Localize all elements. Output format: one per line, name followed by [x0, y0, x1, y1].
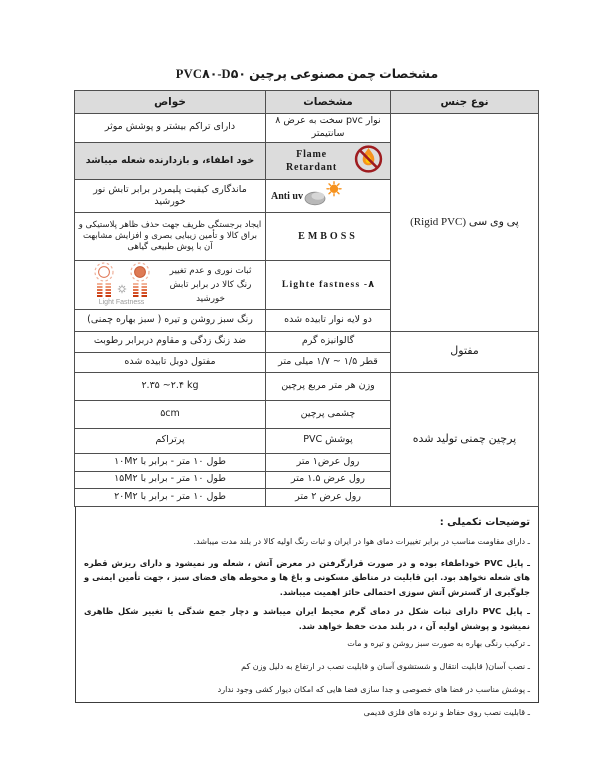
- table-row: [75, 114, 539, 143]
- notes-heading: توضیحات تکمیلی :: [439, 516, 530, 528]
- table-row: [75, 372, 539, 400]
- material-cell-pvc: پی وی سی (Rigid PVC): [391, 114, 539, 332]
- note-item: ـ پایل PVC دارای ثبات شکل در دمای گرم محیط ایران میباشد و دچار جمع شدگی یا تغییر شکل ظاهری نمیشود و پوشش اولیه آن ، در بلند مدت حفظ خواهد شد.: [84, 606, 530, 631]
- prop-cell: ماندگاری کیفیت پلیمردر برابر تابش نور خورشید: [75, 180, 266, 213]
- spec-document: [75, 66, 539, 718]
- spec-cell: چشمی پرچین: [266, 400, 391, 428]
- emboss-label: EMBOSS: [298, 230, 358, 242]
- note-item: ـ قابلیت نصب روی حفاظ و نرده های فلزی قدیمی: [363, 708, 530, 718]
- table-row: [75, 331, 539, 352]
- spec-table: [74, 90, 539, 507]
- prop-cell: مفتول دوبل تابیده شده: [75, 352, 266, 372]
- spec-cell: وزن هر متر مربع پرچین: [266, 372, 391, 400]
- spec-cell: دو لایه نوار تابیده شده: [266, 309, 391, 331]
- spec-cell: [266, 180, 391, 213]
- spec-cell: رول عرض۱ متر: [266, 453, 391, 471]
- spec-cell: نوار pvc سخت به عرض ۸ سانتیمتر: [266, 114, 391, 143]
- spec-cell: [266, 261, 391, 309]
- sun-uv-icon: [303, 181, 345, 211]
- document-title: [75, 66, 539, 82]
- prop-text: ثبات نوری و عدم تغییر رنگ کالا در برابر تابش خورشید: [169, 265, 252, 304]
- prop-cell: دارای تراکم بیشتر و پوشش موثر: [75, 114, 266, 143]
- sun-icon: [117, 285, 125, 293]
- spec-cell: [266, 213, 391, 261]
- document-title-text: مشخصات چمن مصنوعی پرچین: [249, 67, 439, 81]
- light-fastness-icon: [84, 262, 160, 307]
- table-header-row: [75, 91, 539, 114]
- prop-cell: ضد زنگ زدگی و مقاوم دربرابر رطوبت: [75, 331, 266, 352]
- prop-cell: پرتراکم: [75, 428, 266, 453]
- flame-retardant-label: Flame Retardant: [285, 148, 338, 174]
- note-item: ـ دارای مقاومت مناسب در برابر تغییرات دمای هوا در ایران و ثبات رنگ اولیه کالا در بلند مدت میباشد.: [193, 536, 530, 546]
- note-item: ـ پایل PVC خوداطفاء بوده و در صورت قرارگرفتن در معرض آتش ، شعله ور نمیشود و دارای ریزش قطره های شعله نخواهد بود. این قابلیت در مناطق مسکونی و باغ ها و محوطه های فضای سبز ، جهت تأمین ایمنی و جلوگیری از گسترش آتش سوزی احتمالی حائز اهمیت میباشد.: [84, 557, 530, 597]
- spec-cell: گالوانیزه گرم: [266, 331, 391, 352]
- material-cell-fence: پرچین چمنی تولید شده: [391, 372, 539, 506]
- prop-cell: رنگ سبز روشن و تیره ( سبز بهاره چمنی): [75, 309, 266, 331]
- prop-cell: طول ۱۰ متر - برابر با ۱۵M۲: [75, 471, 266, 488]
- notes-section: [75, 507, 539, 718]
- header-material: نوع جنس: [391, 91, 539, 114]
- prop-cell: طول ۱۰ متر - برابر با ۱۰M۲: [75, 453, 266, 471]
- product-code: PVC۸۰-D۵۰: [175, 67, 246, 81]
- prop-cell: ایجاد برجستگی ظریف جهت حذف ظاهر پلاستیکی و براق کالا و تأمین زیبایی بصری و افزایش مشابهت آن با پوش طبیعی گیاهی: [75, 213, 266, 261]
- anti-uv-label: Anti uv: [271, 190, 303, 202]
- light-fastness-label: Lighte fastness -۸: [281, 279, 375, 290]
- prop-cell: طول ۱۰ متر - برابر با ۲۰M۲: [75, 488, 266, 506]
- spec-cell: [266, 142, 391, 180]
- note-item: ـ نصب آسان( قابلیت انتقال و شستشوی آسان و قابلیت نصب در ارتفاع به دلیل وزن کم: [241, 662, 530, 672]
- prop-cell: [75, 261, 266, 309]
- prop-cell: ۲.۳۵ ~۲.۴ kg: [75, 372, 266, 400]
- header-props: خواص: [75, 91, 266, 114]
- spec-cell: رول عرض ۲ متر: [266, 488, 391, 506]
- note-item: ـ پوشش مناسب در فضا های خصوصی و جدا سازی فضا هایی که امکان دیوار کشی وجود ندارد: [217, 685, 530, 695]
- prop-cell: ۵cm: [75, 400, 266, 428]
- spec-cell: پوشش PVC: [266, 428, 391, 453]
- material-cell-wire: مفتول: [391, 331, 539, 372]
- spec-cell: رول عرض ۱.۵ متر: [266, 471, 391, 488]
- prop-cell: خود اطفاء، و بازدارنده شعله میباشد: [75, 142, 266, 180]
- light-fastness-caption: Light Fastness: [98, 299, 145, 307]
- header-specs: مشخصات: [266, 91, 391, 114]
- no-flame-icon: [352, 144, 385, 179]
- spec-cell: قطر ۱/۵ ~ ۱/۷ میلی متر: [266, 352, 391, 372]
- note-item: ـ ترکیب رنگی بهاره به صورت سبز روشن و تیره و مات: [347, 639, 530, 649]
